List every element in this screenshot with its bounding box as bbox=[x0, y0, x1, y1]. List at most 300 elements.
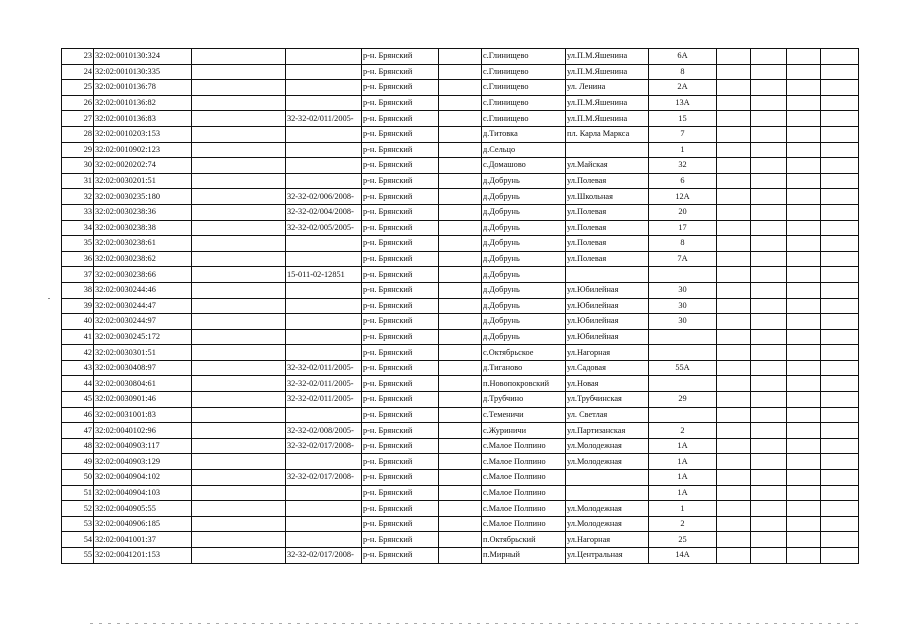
empty-cell bbox=[751, 251, 787, 267]
locality-cell: д.Добрунь bbox=[482, 204, 566, 220]
empty-cell bbox=[192, 516, 286, 532]
locality-cell: д.Сельцо bbox=[482, 142, 566, 158]
registration-number-cell: 32-32-02/005/2005- bbox=[286, 220, 362, 236]
empty-cell bbox=[787, 485, 821, 501]
empty-cell bbox=[787, 142, 821, 158]
empty-cell bbox=[787, 267, 821, 283]
locality-cell: с.Теменичи bbox=[482, 407, 566, 423]
empty-cell bbox=[821, 142, 859, 158]
cadastral-number-cell: 32:02:0010902:123 bbox=[94, 142, 192, 158]
empty-cell bbox=[787, 251, 821, 267]
district-cell: р-н. Брянский bbox=[362, 173, 439, 189]
registration-number-cell bbox=[286, 236, 362, 252]
house-number-cell: 30 bbox=[649, 298, 717, 314]
empty-cell bbox=[821, 329, 859, 345]
locality-cell: п.Октябрьский bbox=[482, 532, 566, 548]
empty-cell bbox=[751, 314, 787, 330]
empty-cell bbox=[821, 423, 859, 439]
table-row bbox=[62, 438, 859, 454]
table-row bbox=[62, 298, 859, 314]
house-number-cell: 2 bbox=[649, 516, 717, 532]
empty-cell bbox=[439, 64, 482, 80]
empty-cell bbox=[717, 49, 751, 65]
empty-cell bbox=[192, 64, 286, 80]
empty-cell bbox=[751, 470, 787, 486]
empty-cell bbox=[439, 267, 482, 283]
district-cell: р-н. Брянский bbox=[362, 189, 439, 205]
registration-number-cell: 32-32-02/017/2008- bbox=[286, 438, 362, 454]
house-number-cell: 12А bbox=[649, 189, 717, 205]
empty-cell bbox=[717, 80, 751, 96]
locality-cell: с.Глинищево bbox=[482, 95, 566, 111]
empty-cell bbox=[192, 298, 286, 314]
empty-cell bbox=[439, 360, 482, 376]
empty-cell bbox=[751, 282, 787, 298]
empty-cell bbox=[439, 470, 482, 486]
cadastral-number-cell: 32:02:0030244:46 bbox=[94, 282, 192, 298]
street-cell: ул.Юбилейная bbox=[566, 329, 649, 345]
table-row bbox=[62, 142, 859, 158]
cadastral-number-cell: 32:02:0040903:117 bbox=[94, 438, 192, 454]
registration-number-cell bbox=[286, 407, 362, 423]
table-row bbox=[62, 329, 859, 345]
locality-cell: с.Малое Полпино bbox=[482, 501, 566, 517]
empty-cell bbox=[787, 111, 821, 127]
locality-cell: п.Новопокровский bbox=[482, 376, 566, 392]
street-cell: ул.Нагорная bbox=[566, 345, 649, 361]
empty-cell bbox=[439, 329, 482, 345]
cadastral-number-cell: 32:02:0030235:180 bbox=[94, 189, 192, 205]
empty-cell bbox=[717, 548, 751, 564]
empty-cell bbox=[821, 282, 859, 298]
empty-cell bbox=[717, 204, 751, 220]
empty-cell bbox=[192, 345, 286, 361]
cadastral-number-cell: 32:02:0040904:103 bbox=[94, 485, 192, 501]
cadastral-number-cell: 32:02:0030244:97 bbox=[94, 314, 192, 330]
empty-cell bbox=[787, 407, 821, 423]
house-number-cell: 1А bbox=[649, 485, 717, 501]
empty-cell bbox=[751, 158, 787, 174]
house-number-cell: 1 bbox=[649, 501, 717, 517]
district-cell: р-н. Брянский bbox=[362, 438, 439, 454]
empty-cell bbox=[751, 111, 787, 127]
cadastral-number-cell: 32:02:0041001:37 bbox=[94, 532, 192, 548]
empty-cell bbox=[717, 64, 751, 80]
empty-cell bbox=[439, 516, 482, 532]
district-cell: р-н. Брянский bbox=[362, 267, 439, 283]
empty-cell bbox=[439, 548, 482, 564]
registration-number-cell: 32-32-02/017/2008- bbox=[286, 470, 362, 486]
district-cell: р-н. Брянский bbox=[362, 111, 439, 127]
house-number-cell: 15 bbox=[649, 111, 717, 127]
empty-cell bbox=[821, 501, 859, 517]
locality-cell: д.Добрунь bbox=[482, 298, 566, 314]
empty-cell bbox=[821, 345, 859, 361]
scan-artifact-dot bbox=[48, 298, 50, 299]
street-cell bbox=[566, 470, 649, 486]
empty-cell bbox=[751, 298, 787, 314]
registration-number-cell bbox=[286, 64, 362, 80]
empty-cell bbox=[192, 438, 286, 454]
house-number-cell: 6А bbox=[649, 49, 717, 65]
district-cell: р-н. Брянский bbox=[362, 80, 439, 96]
empty-cell bbox=[821, 298, 859, 314]
empty-cell bbox=[751, 501, 787, 517]
street-cell: ул.Молодежная bbox=[566, 438, 649, 454]
street-cell: ул.Центральная bbox=[566, 548, 649, 564]
street-cell: ул.Молодежная bbox=[566, 454, 649, 470]
row-number-cell: 53 bbox=[62, 516, 94, 532]
empty-cell bbox=[439, 111, 482, 127]
empty-cell bbox=[787, 126, 821, 142]
cadastral-number-cell: 32:02:0030804:61 bbox=[94, 376, 192, 392]
table-row bbox=[62, 470, 859, 486]
row-number-cell: 52 bbox=[62, 501, 94, 517]
empty-cell bbox=[439, 392, 482, 408]
cadastral-number-cell: 32:02:0030238:36 bbox=[94, 204, 192, 220]
row-number-cell: 54 bbox=[62, 532, 94, 548]
empty-cell bbox=[717, 345, 751, 361]
cadastral-number-cell: 32:02:0030301:51 bbox=[94, 345, 192, 361]
registration-number-cell: 32-32-02/004/2008- bbox=[286, 204, 362, 220]
table-row bbox=[62, 111, 859, 127]
cadastral-number-cell: 32:02:0030201:51 bbox=[94, 173, 192, 189]
locality-cell: с.Малое Полпино bbox=[482, 454, 566, 470]
row-number-cell: 31 bbox=[62, 173, 94, 189]
empty-cell bbox=[192, 173, 286, 189]
locality-cell: п.Мирный bbox=[482, 548, 566, 564]
table-row bbox=[62, 173, 859, 189]
district-cell: р-н. Брянский bbox=[362, 158, 439, 174]
empty-cell bbox=[821, 454, 859, 470]
locality-cell: д.Добрунь bbox=[482, 189, 566, 205]
registration-number-cell: 32-32-02/011/2005- bbox=[286, 376, 362, 392]
empty-cell bbox=[751, 392, 787, 408]
empty-cell bbox=[787, 532, 821, 548]
row-number-cell: 33 bbox=[62, 204, 94, 220]
empty-cell bbox=[717, 407, 751, 423]
empty-cell bbox=[192, 329, 286, 345]
empty-cell bbox=[192, 189, 286, 205]
locality-cell: с.Малое Полпино bbox=[482, 516, 566, 532]
locality-cell: с.Глинищево bbox=[482, 80, 566, 96]
table-row bbox=[62, 236, 859, 252]
district-cell: р-н. Брянский bbox=[362, 470, 439, 486]
cadastral-number-cell: 32:02:0010136:82 bbox=[94, 95, 192, 111]
empty-cell bbox=[751, 267, 787, 283]
table-row bbox=[62, 49, 859, 65]
empty-cell bbox=[751, 126, 787, 142]
empty-cell bbox=[439, 532, 482, 548]
empty-cell bbox=[192, 204, 286, 220]
empty-cell bbox=[192, 282, 286, 298]
cadastral-number-cell: 32:02:0031001:83 bbox=[94, 407, 192, 423]
locality-cell: с.Малое Полпино bbox=[482, 485, 566, 501]
house-number-cell: 7 bbox=[649, 126, 717, 142]
cadastral-number-cell: 32:02:0030238:66 bbox=[94, 267, 192, 283]
house-number-cell: 20 bbox=[649, 204, 717, 220]
registration-number-cell bbox=[286, 345, 362, 361]
row-number-cell: 50 bbox=[62, 470, 94, 486]
registration-number-cell: 32-32-02/017/2008- bbox=[286, 548, 362, 564]
empty-cell bbox=[787, 516, 821, 532]
table-row bbox=[62, 423, 859, 439]
empty-cell bbox=[821, 485, 859, 501]
district-cell: р-н. Брянский bbox=[362, 236, 439, 252]
locality-cell: с.Журиничи bbox=[482, 423, 566, 439]
empty-cell bbox=[751, 407, 787, 423]
empty-cell bbox=[787, 158, 821, 174]
row-number-cell: 51 bbox=[62, 485, 94, 501]
empty-cell bbox=[717, 438, 751, 454]
table-row bbox=[62, 392, 859, 408]
house-number-cell: 55А bbox=[649, 360, 717, 376]
registration-number-cell bbox=[286, 454, 362, 470]
registration-number-cell: 32-32-02/011/2005- bbox=[286, 111, 362, 127]
table-row bbox=[62, 80, 859, 96]
table-row bbox=[62, 64, 859, 80]
empty-cell bbox=[717, 236, 751, 252]
district-cell: р-н. Брянский bbox=[362, 298, 439, 314]
table-row bbox=[62, 485, 859, 501]
registration-number-cell bbox=[286, 49, 362, 65]
house-number-cell bbox=[649, 329, 717, 345]
district-cell: р-н. Брянский bbox=[362, 501, 439, 517]
empty-cell bbox=[751, 532, 787, 548]
street-cell: ул.Полевая bbox=[566, 220, 649, 236]
district-cell: р-н. Брянский bbox=[362, 314, 439, 330]
empty-cell bbox=[717, 267, 751, 283]
house-number-cell: 17 bbox=[649, 220, 717, 236]
cadastral-number-cell: 32:02:0030245:172 bbox=[94, 329, 192, 345]
cadastral-number-cell: 32:02:0010136:78 bbox=[94, 80, 192, 96]
street-cell: ул.Полевая bbox=[566, 173, 649, 189]
locality-cell: д.Тиганово bbox=[482, 360, 566, 376]
table-row bbox=[62, 360, 859, 376]
empty-cell bbox=[192, 142, 286, 158]
empty-cell bbox=[787, 423, 821, 439]
house-number-cell: 8 bbox=[649, 236, 717, 252]
cadastral-number-cell: 32:02:0030244:47 bbox=[94, 298, 192, 314]
empty-cell bbox=[787, 454, 821, 470]
district-cell: р-н. Брянский bbox=[362, 376, 439, 392]
registration-number-cell bbox=[286, 532, 362, 548]
table-row bbox=[62, 454, 859, 470]
house-number-cell: 14А bbox=[649, 548, 717, 564]
empty-cell bbox=[192, 80, 286, 96]
empty-cell bbox=[787, 345, 821, 361]
empty-cell bbox=[787, 282, 821, 298]
table-row bbox=[62, 204, 859, 220]
house-number-cell: 29 bbox=[649, 392, 717, 408]
empty-cell bbox=[821, 236, 859, 252]
property-registry-table bbox=[61, 48, 859, 564]
empty-cell bbox=[787, 236, 821, 252]
locality-cell: с.Октябрьское bbox=[482, 345, 566, 361]
cadastral-number-cell: 32:02:0040903:129 bbox=[94, 454, 192, 470]
street-cell: ул.Школьная bbox=[566, 189, 649, 205]
empty-cell bbox=[821, 251, 859, 267]
street-cell: ул.Юбилейная bbox=[566, 282, 649, 298]
empty-cell bbox=[821, 220, 859, 236]
row-number-cell: 55 bbox=[62, 548, 94, 564]
locality-cell: д.Добрунь bbox=[482, 314, 566, 330]
empty-cell bbox=[439, 173, 482, 189]
empty-cell bbox=[787, 314, 821, 330]
empty-cell bbox=[821, 532, 859, 548]
empty-cell bbox=[787, 173, 821, 189]
registration-number-cell: 32-32-02/011/2005- bbox=[286, 360, 362, 376]
registration-number-cell bbox=[286, 298, 362, 314]
district-cell: р-н. Брянский bbox=[362, 360, 439, 376]
empty-cell bbox=[787, 392, 821, 408]
empty-cell bbox=[439, 80, 482, 96]
table-row bbox=[62, 501, 859, 517]
empty-cell bbox=[787, 80, 821, 96]
empty-cell bbox=[787, 204, 821, 220]
locality-cell: д.Добрунь bbox=[482, 329, 566, 345]
house-number-cell: 30 bbox=[649, 314, 717, 330]
empty-cell bbox=[751, 64, 787, 80]
locality-cell: с.Малое Полпино bbox=[482, 438, 566, 454]
row-number-cell: 45 bbox=[62, 392, 94, 408]
row-number-cell: 27 bbox=[62, 111, 94, 127]
district-cell: р-н. Брянский bbox=[362, 49, 439, 65]
district-cell: р-н. Брянский bbox=[362, 423, 439, 439]
district-cell: р-н. Брянский bbox=[362, 532, 439, 548]
empty-cell bbox=[717, 282, 751, 298]
row-number-cell: 38 bbox=[62, 282, 94, 298]
empty-cell bbox=[821, 407, 859, 423]
street-cell: ул.Садовая bbox=[566, 360, 649, 376]
table-row bbox=[62, 126, 859, 142]
row-number-cell: 35 bbox=[62, 236, 94, 252]
row-number-cell: 48 bbox=[62, 438, 94, 454]
row-number-cell: 49 bbox=[62, 454, 94, 470]
empty-cell bbox=[751, 329, 787, 345]
registration-number-cell bbox=[286, 282, 362, 298]
house-number-cell bbox=[649, 376, 717, 392]
registration-number-cell bbox=[286, 80, 362, 96]
row-number-cell: 29 bbox=[62, 142, 94, 158]
empty-cell bbox=[192, 95, 286, 111]
empty-cell bbox=[751, 204, 787, 220]
row-number-cell: 28 bbox=[62, 126, 94, 142]
empty-cell bbox=[439, 282, 482, 298]
street-cell: ул.Молодежная bbox=[566, 516, 649, 532]
registration-number-cell: 32-32-02/006/2008- bbox=[286, 189, 362, 205]
district-cell: р-н. Брянский bbox=[362, 345, 439, 361]
empty-cell bbox=[439, 142, 482, 158]
district-cell: р-н. Брянский bbox=[362, 95, 439, 111]
empty-cell bbox=[439, 485, 482, 501]
row-number-cell: 25 bbox=[62, 80, 94, 96]
empty-cell bbox=[192, 532, 286, 548]
empty-cell bbox=[751, 95, 787, 111]
district-cell: р-н. Брянский bbox=[362, 485, 439, 501]
empty-cell bbox=[821, 548, 859, 564]
empty-cell bbox=[821, 95, 859, 111]
row-number-cell: 39 bbox=[62, 298, 94, 314]
empty-cell bbox=[821, 158, 859, 174]
empty-cell bbox=[821, 470, 859, 486]
empty-cell bbox=[192, 470, 286, 486]
empty-cell bbox=[192, 111, 286, 127]
empty-cell bbox=[717, 126, 751, 142]
scan-artifact-line bbox=[90, 623, 860, 624]
empty-cell bbox=[439, 376, 482, 392]
table-row bbox=[62, 251, 859, 267]
empty-cell bbox=[787, 376, 821, 392]
empty-cell bbox=[821, 267, 859, 283]
table-row bbox=[62, 95, 859, 111]
street-cell: ул.Полевая bbox=[566, 251, 649, 267]
street-cell: ул.Юбилейная bbox=[566, 298, 649, 314]
empty-cell bbox=[439, 423, 482, 439]
street-cell: ул.П.М.Яшенина bbox=[566, 111, 649, 127]
row-number-cell: 26 bbox=[62, 95, 94, 111]
registration-number-cell bbox=[286, 158, 362, 174]
empty-cell bbox=[717, 111, 751, 127]
table-row bbox=[62, 376, 859, 392]
empty-cell bbox=[192, 267, 286, 283]
row-number-cell: 47 bbox=[62, 423, 94, 439]
district-cell: р-н. Брянский bbox=[362, 220, 439, 236]
table-row bbox=[62, 282, 859, 298]
empty-cell bbox=[717, 532, 751, 548]
district-cell: р-н. Брянский bbox=[362, 548, 439, 564]
empty-cell bbox=[787, 360, 821, 376]
empty-cell bbox=[192, 251, 286, 267]
table-row bbox=[62, 548, 859, 564]
house-number-cell: 6 bbox=[649, 173, 717, 189]
empty-cell bbox=[439, 158, 482, 174]
row-number-cell: 23 bbox=[62, 49, 94, 65]
table-row bbox=[62, 532, 859, 548]
locality-cell: д.Добрунь bbox=[482, 220, 566, 236]
street-cell: пл. Карла Маркса bbox=[566, 126, 649, 142]
empty-cell bbox=[717, 314, 751, 330]
house-number-cell: 2 bbox=[649, 423, 717, 439]
locality-cell: д.Трубчино bbox=[482, 392, 566, 408]
cadastral-number-cell: 32:02:0030408:97 bbox=[94, 360, 192, 376]
empty-cell bbox=[751, 516, 787, 532]
row-number-cell: 24 bbox=[62, 64, 94, 80]
registration-number-cell bbox=[286, 173, 362, 189]
empty-cell bbox=[787, 438, 821, 454]
district-cell: р-н. Брянский bbox=[362, 64, 439, 80]
empty-cell bbox=[751, 189, 787, 205]
empty-cell bbox=[192, 49, 286, 65]
empty-cell bbox=[787, 298, 821, 314]
empty-cell bbox=[717, 360, 751, 376]
locality-cell: д.Добрунь bbox=[482, 236, 566, 252]
empty-cell bbox=[192, 360, 286, 376]
empty-cell bbox=[717, 220, 751, 236]
house-number-cell bbox=[649, 345, 717, 361]
empty-cell bbox=[751, 360, 787, 376]
empty-cell bbox=[717, 423, 751, 439]
empty-cell bbox=[717, 298, 751, 314]
empty-cell bbox=[192, 485, 286, 501]
empty-cell bbox=[751, 142, 787, 158]
district-cell: р-н. Брянский bbox=[362, 516, 439, 532]
row-number-cell: 36 bbox=[62, 251, 94, 267]
table-row bbox=[62, 220, 859, 236]
empty-cell bbox=[717, 470, 751, 486]
empty-cell bbox=[439, 49, 482, 65]
cadastral-number-cell: 32:02:0040905:55 bbox=[94, 501, 192, 517]
